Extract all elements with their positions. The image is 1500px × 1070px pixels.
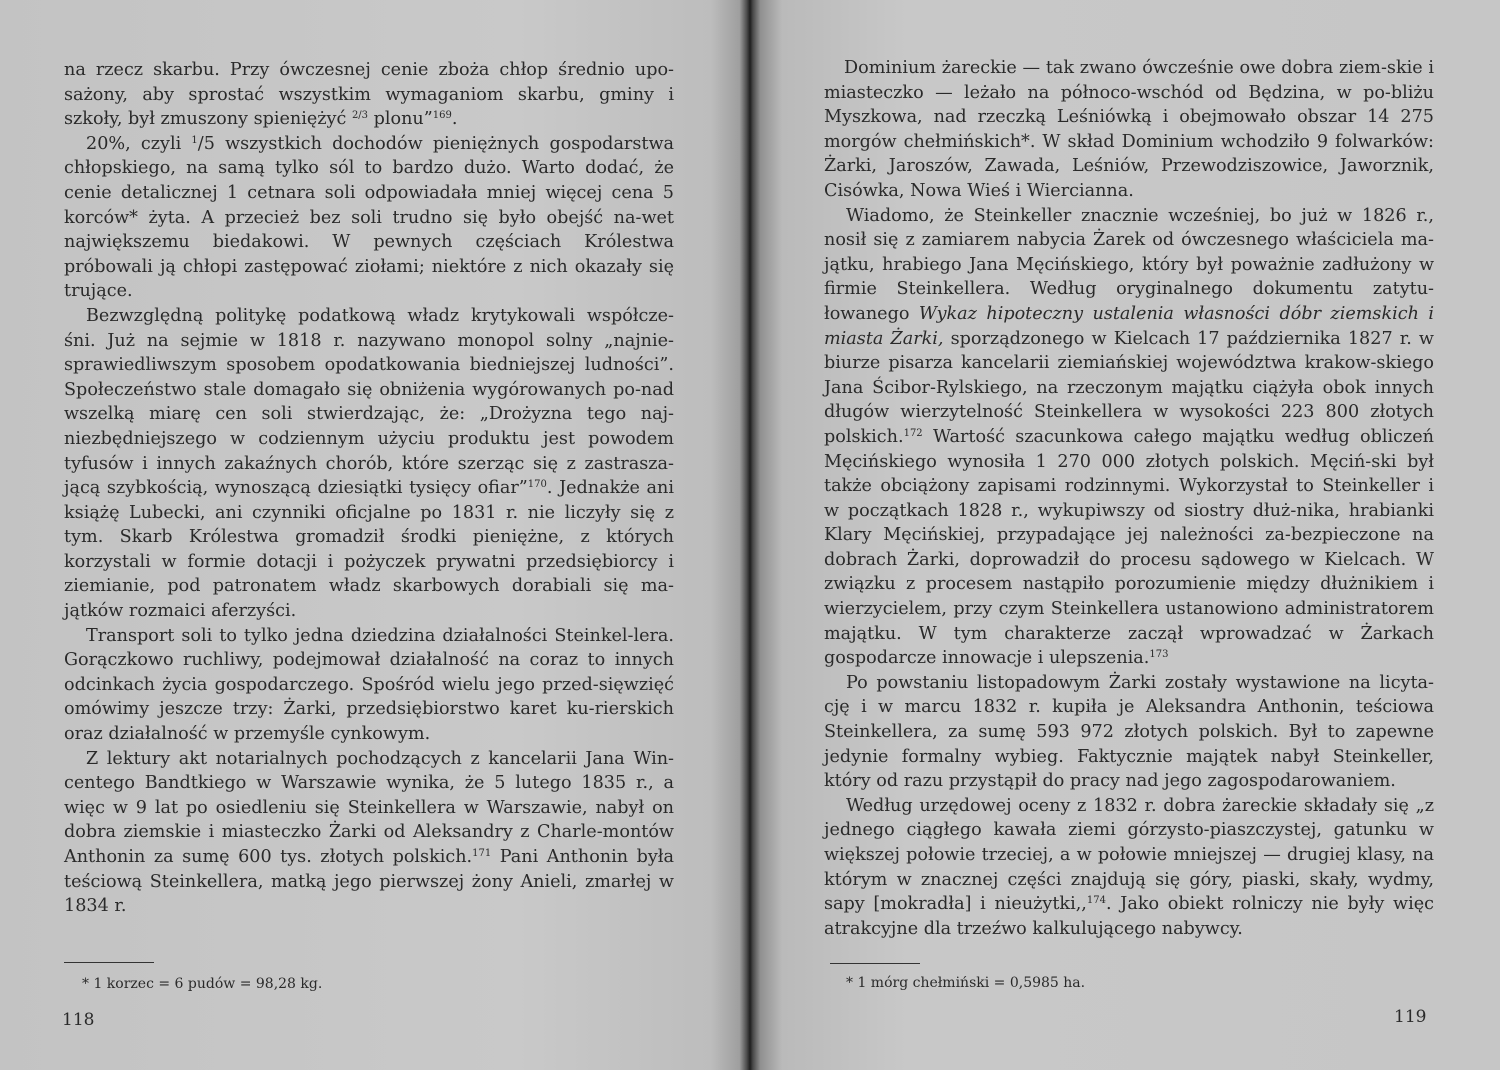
footnote-reference: 171 (472, 848, 492, 859)
left-page-number: 118 (62, 1010, 95, 1030)
text-run: . Jednakże ani książę Lubecki, ani czynniki oficjalne po 1831 r. nie liczyły się z tym. Skarb Królestwa gromadził środki pieniężne, z których korzystali w formie dotacji i pożyczek prywatni przedsiębiorcy i ziemianie, pod patronatem władz skarbowych dorabiali się ma-jątków rozmaici aferzyści. (64, 478, 674, 622)
book-gutter (740, 0, 760, 1070)
footnote-reference: 172 (903, 427, 923, 439)
text-run: 20%, czyli (86, 133, 192, 154)
paragraph (64, 132, 674, 304)
text-run: Z lektury akt notarialnych pochodzących z kancelarii Jana Win-centego Bandtkiego w Warszawie wynika, że 5 lutego 1835 r., a więc w 9 lat po osiedleniu się Steinkellera w Warszawie, nabył on dobra ziemskie i miasteczko Żarki od Aleksandry z Charle-montów Anthonin za sumę 600 tys. złotych polskich. (64, 748, 674, 867)
text-run: Po powstaniu listopadowym Żarki zostały wystawione na licyta-cję i w marcu 1832 r. kupiła je Aleksandra Anthonin, teściowa Steinkellera, za sumę 593 972 złotych polskich. Był to zapewne jedynie formalny wybieg. Faktycznie majątek nabył Steinkeller, który od razu przystąpił do pracy nad jego zagospodarowaniem. (824, 672, 1434, 792)
text-run: Bezwzględną politykę podatkową władz krytykowali współcze-śni. Już na sejmie w 1818 r. nazywano monopol solny „najnie-sprawiedliwszym sposobem opodatkowania biedniejszej ludności”. Społeczeństwo stale domagało się obniżenia wygórowanych po-nad wszelką miarę cen soli stwierdzając, że: „Drożyzna tego naj-niezbędniejszego w codziennym użyciu produktu jest powodem tyfusów i innych zakaźnych chorób, które szerząc się z zastrasza-jącą szybkością, wynoszącą dziesiątki tysięcy ofiar” (64, 305, 674, 499)
text-run: plonu” (368, 109, 433, 130)
paragraph (64, 304, 674, 624)
text-run: . (451, 109, 458, 130)
text-run: Dominium żareckie — tak zwano ówcześnie owe dobra ziem-skie i miasteczko — leżało na północo-wschód od Będzina, w po-bliżu Myszkowa, nad rzeczką Leśniówką i obejmowało obszar 14 275 morgów chełmińskich*. W skład Dominium wchodziło 9 folwarków: Żarki, Jaroszów, Zawada, Leśniów, Przewodziszowice, Jaworznik, Cisówka, Nowa Wieś i Wiercianna. (824, 58, 1434, 201)
footnote-reference: 170 (527, 479, 547, 491)
paragraph (824, 56, 1434, 204)
right-page-number: 119 (1394, 1007, 1427, 1027)
paragraph (824, 671, 1434, 794)
footnote-reference: 169 (432, 110, 452, 122)
text-run: . Jako obiekt rolniczy nie były więc atrakcyjne dla trzeźwo kalkulującego nabywcy. (824, 894, 1434, 939)
text-run: sporządzonego w Kielcach 17 października 1827 r. w biurze pisarza kancelarii ziemiańskiej województwa krakow-skiego Jana Ścibor-Rylskiego, na rzeczonym majątku ciążyła obok innych długów wierzytelność Steinkellera w wysokości 223 800 złotych polskich. (824, 328, 1434, 447)
footnote-reference: 1 (191, 134, 198, 146)
text-run: Pani Anthonin była teściową Steinkellera, matką jego pierwszej żony Anieli, zmarłej w 1834 r. (64, 847, 674, 917)
paragraph (64, 624, 674, 747)
left-page-body (64, 58, 674, 919)
left-page (0, 0, 740, 1070)
right-page (760, 0, 1500, 1070)
right-page-body (824, 56, 1434, 941)
paragraph (824, 204, 1434, 671)
text-run: /5 wszystkich dochodów pieniężnych gospodarstwa chłopskiego, na samą tylko sól to bardzo dużo. Warto dodać, że cenie detalicznej 1 cetnara soli odpowiadała mniej więcej cena 5 korców* żyta. A przecież bez soli trudno się było obejść na-wet największemu biedakowi. W pewnych częściach Królestwa próbowali ją chłopi zastępować ziołami; niektóre z nich okazały się trujące. (64, 133, 674, 302)
paragraph (64, 747, 674, 919)
paragraph (64, 58, 674, 132)
text-run: Wiadomo, że Steinkeller znacznie wcześniej, bo już w 1826 r., nosił się z zamiarem nabycia Żarek od ówczesnego właściciela ma-jątku, hrabiego Jana Męcińskiego, który był poważnie zadłużony w firmie Steinkellera. Według oryginalnego dokumentu zatytu-łowanego (824, 205, 1434, 324)
footnote-reference: 174 (1086, 895, 1106, 907)
footnote-rule (830, 963, 920, 964)
italic-title: Wykaz hipoteczny ustalenia własności dóbr ziemskich i miasta Żarki, (824, 303, 1434, 349)
text-run: na rzecz skarbu. Przy ówczesnej cenie zboża chłop średnio upo-sażony, aby sprostać wszystkim wymaganiom skarbu, gminy i szkoły, był zmuszony spieniężyć (64, 60, 674, 130)
text-run: Transport soli to tylko jedna dziedzina działalności Steinkel-lera. Gorączkowo ruchliwy, podejmował działalność na coraz to innych odcinkach życia gospodarczego. Spośród wielu jego przed-sięwzięć omówimy jeszcze trzy: Żarki, przedsiębiorstwo karet ku-rierskich oraz działalność w przemyśle cynkowym. (64, 625, 674, 745)
left-footnote: * 1 korzec = 6 pudów = 98,28 kg. (82, 976, 323, 992)
text-run: Według urzędowej oceny z 1832 r. dobra żareckie składały się „z jednego ciągłego kawała ziemi górzysto-piaszczystej, gatunku w większej połowie trzeciej, a w połowie mniejszej — drugiej klasy, na którym w znacznej części znajdują się góry, piaski, skały, wydmy, sapy [mokradła] i nieużytki,, (824, 795, 1434, 915)
text-run: Wartość szacunkowa całego majątku według obliczeń Męcińskiego wynosiła 1 270 000 złotych polskich. Męciń-ski był także obciążony zapisami rodzinnymi. Wykorzystał to Steinkeller i w początkach 1828 r., wykupiwszy od siostry dłuż-nika, hrabianki Klary Męcińskiej, przypadające jej należności za-bezpieczone na dobrach Żarki, doprowadził do procesu sądowego w Kielcach. W związku z procesem nastąpiło porozumienie między dłużnikiem i wierzycielem, przy czym Steinkellera ustanowiono administratorem majątku. W tym charakterze zaczął wprowadzać w Żarkach gospodarcze innowacje i ulepszenia. (824, 426, 1434, 669)
footnote-rule (64, 962, 154, 963)
footnote-reference: 173 (1149, 649, 1169, 661)
footnote-reference: 2/3 (351, 110, 369, 122)
paragraph (824, 794, 1434, 942)
right-footnote: * 1 mórg chełmiński = 0,5985 ha. (846, 975, 1086, 991)
